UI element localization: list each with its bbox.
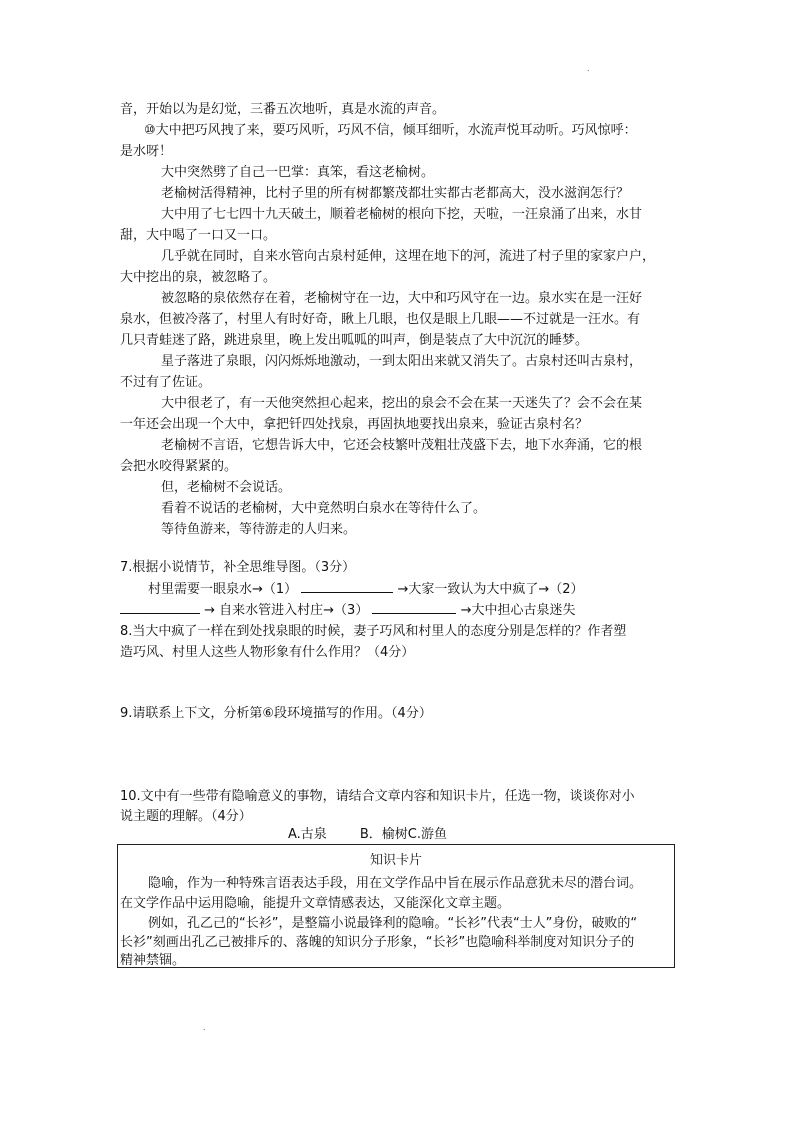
story-line: 被忽略的泉依然存在着，老榆树守在一边，大中和巧风守在一边。泉水实在是一汪好 bbox=[161, 291, 643, 306]
story-line: 几只青蛙迷了路，跳进泉里，晚上发出呱呱的叫声，倒是装点了大中沉沉的睡梦。 bbox=[120, 333, 589, 348]
question-10-options: A.古泉 B．榆树C.游鱼 bbox=[288, 827, 447, 842]
story-line: 泉水，但被冷落了，村里人有时好奇，瞅上几眼，也仅是眼上几眼——不过就是一汪水。有 bbox=[120, 312, 641, 327]
footer-mark: . bbox=[203, 1023, 206, 1032]
question-10-line: 10.文中有一些带有隐喻意义的事物，请结合文章内容和知识卡片，任选一物，谈谈你对小 bbox=[120, 789, 635, 804]
knowledge-card bbox=[117, 844, 675, 968]
story-line: 大中很老了，有一天他突然担心起来，挖出的泉会不会在某一天迷失了？会不会在某 bbox=[161, 396, 643, 411]
story-line: 等待鱼游来，等待游走的人归来。 bbox=[161, 522, 357, 537]
story-line: 一年还会出现一个大中，拿把钎四处找泉，再固执地要找出泉来，验证古泉村名？ bbox=[120, 417, 589, 432]
knowledge-card-line: 精神禁锢。 bbox=[120, 953, 186, 968]
question-8-line: 8.当大中疯了一样在到处找泉眼的时候，妻子巧风和村里人的态度分别是怎样的？作者塑 bbox=[120, 624, 627, 639]
question-10-line: 说主题的理解。（4分） bbox=[120, 809, 252, 824]
story-line: 老榆树不言语，它想告诉大中，它还会枝繁叶茂粗壮茂盛下去，地下水奔涌，它的根 bbox=[161, 438, 643, 453]
question-7-title: 7.根据小说情节，补全思维导图。（3分） bbox=[120, 560, 356, 575]
answer-blank-2[interactable] bbox=[120, 601, 200, 614]
story-line: 是水呀！ bbox=[120, 144, 173, 159]
mindmap-text: →大家一致认为大中疯了→（2） bbox=[397, 582, 584, 597]
story-line: 不过有了佐证。 bbox=[120, 375, 212, 390]
mindmap-text: → 自来水管进入村庄→（3） bbox=[204, 603, 369, 618]
knowledge-card-line: 例如，孔乙己的“长衫”，是整篇小说最锋利的隐喻。“长衫”代表“士人”身份，破败的“ bbox=[148, 916, 638, 931]
story-line: 看着不说话的老榆树，大中竟然明白泉水在等待什么了。 bbox=[161, 501, 487, 516]
story-line: ⑩大中把巧风拽了来，要巧风听，巧风不信，倾耳细听，水流声悦耳动听。巧风惊呼： bbox=[144, 123, 637, 138]
story-line: 会把水咬得紧紧的。 bbox=[120, 459, 238, 474]
mindmap-text: →大中担心古泉迷失 bbox=[460, 603, 576, 618]
question-8-line: 造巧风、村里人这些人物形象有什么作用？（4分） bbox=[120, 645, 415, 660]
mindmap-text: 村里需要一眼泉水→（1） bbox=[148, 582, 298, 597]
story-line: 但，老榆树不会说话。 bbox=[161, 480, 292, 495]
story-line: 甜，大中喝了一口又一口。 bbox=[120, 228, 277, 243]
question-9-text: 9.请联系上下文，分析第⑥段环境描写的作用。（4分） bbox=[120, 706, 432, 721]
knowledge-card-line: 隐喻，作为一种特殊言语表达手段，用在文学作品中旨在展示作品意犹未尽的潜台词。 bbox=[148, 876, 643, 891]
story-line: 星子落进了泉眼，闪闪烁烁地激动，一到太阳出来就又消失了。古泉村还叫古泉村， bbox=[161, 354, 643, 369]
knowledge-card-line: 长衫”刻画出孔乙己被排斥的、落魄的知识分子形象，“长衫”也隐喻科举制度对知识分子的 bbox=[120, 935, 635, 950]
story-line: 大中突然劈了自己一巴掌：真笨，看这老榆树。 bbox=[161, 165, 435, 180]
corner-mark: . bbox=[587, 64, 590, 73]
story-line: 大中挖出的泉，被忽略了。 bbox=[120, 270, 277, 285]
mindmap-row-1 bbox=[148, 580, 584, 598]
knowledge-card-line: 在文学作品中运用隐喻，能提升文章情感表达，又能深化文章主题。 bbox=[120, 896, 511, 911]
answer-blank-3[interactable] bbox=[372, 601, 456, 614]
story-line: 大中用了七七四十九天破土，顺着老榆树的根向下挖，天啦，一汪泉涌了出来，水甘 bbox=[161, 207, 643, 222]
knowledge-card-title: 知识卡片 bbox=[369, 853, 422, 868]
story-line: 几乎就在同时，自来水管向古泉村延伸，这埋在地下的河，流进了村子里的家家户户， bbox=[161, 249, 656, 264]
mindmap-row-2 bbox=[120, 601, 576, 619]
answer-blank-1[interactable] bbox=[301, 580, 393, 593]
story-line: 老榆树活得精神，比村子里的所有树都繁茂都壮实都古老都高大，没水滋润怎行？ bbox=[161, 186, 630, 201]
story-line: 音，开始以为是幻觉，三番五次地听，真是水流的声音。 bbox=[120, 102, 446, 117]
